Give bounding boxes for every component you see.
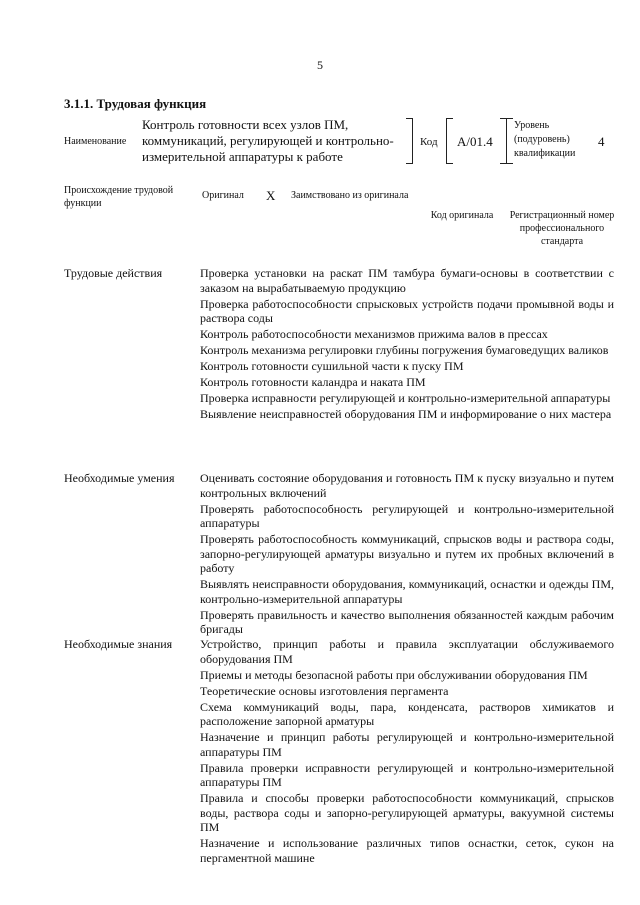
list-item: Проверять работоспособность коммуникаций, спрысков воды и раствора соды, запорно-регулирующей арматуры визуально и путем их пробных включений в работу <box>200 532 614 575</box>
list-item: Проверка установки на раскат ПМ тамбура бумаги-основы в соответствии с заказом на вырабатываемую продукцию <box>200 266 614 295</box>
code-label: Код <box>420 136 438 148</box>
list-item: Назначение и использование различных типов оснастки, сеток, сукон на пергаментной машине <box>200 836 614 865</box>
bracket-divider <box>406 118 413 164</box>
function-name: Контроль готовности всех узлов ПМ, коммуникаций, регулирующей и контрольно-измерительной аппаратуры к работе <box>142 117 394 164</box>
list-item: Теоретические основы изготовления пергамента <box>200 683 449 698</box>
page-number: 5 <box>317 58 323 72</box>
name-label: Наименование <box>64 136 127 147</box>
list-item: Назначение и принцип работы регулирующей и контрольно-измерительной аппаратуры ПМ <box>200 730 614 759</box>
list-item: Контроль работоспособности механизмов прижима валов в прессах <box>200 327 548 341</box>
list-item: Проверять правильность и качество выполнения обязанностей каждым рабочим бригады <box>200 607 614 636</box>
code-value: A/01.4 <box>457 134 493 149</box>
borrowed-label: Заимствовано из оригинала <box>291 190 409 201</box>
list-item: Правила проверки исправности регулирующей и контрольно-измерительной аппаратуры ПМ <box>200 760 614 789</box>
list-item: Устройство, принцип работы и правила эксплуатации обслуживаемого оборудования ПМ <box>200 637 614 666</box>
list-item: Проверять работоспособность регулирующей и контрольно-измерительной аппаратуры <box>200 501 614 530</box>
list-item: Выявление неисправностей оборудования ПМ и информирование о них мастера <box>200 407 612 421</box>
list-item: Проверка работоспособности спрысковых устройств подачи промывной воды и раствора соды <box>200 296 614 325</box>
qualification-level-label: Уровень (подуровень) квалификации <box>514 120 576 159</box>
list-item: Проверка исправности регулирующей и контрольно-измерительной аппаратуры <box>200 391 611 405</box>
list-item: Оценивать состояние оборудования и готовность ПМ к пуску визуально и путем контрольных включений <box>200 471 614 500</box>
list-item: Контроль готовности каландра и наката ПМ <box>200 375 426 389</box>
list-item: Выявлять неисправности оборудования, коммуникаций, оснастки и одежды ПМ, контрольно-измерительной аппаратуры <box>200 577 614 606</box>
section-label-labor-actions: Трудовые действия <box>64 266 163 280</box>
section-title: 3.1.1. Трудовая функция <box>64 96 207 111</box>
bracket-divider <box>446 118 453 164</box>
list-item: Контроль готовности сушильной части к пуску ПМ <box>200 359 464 373</box>
original-label: Оригинал <box>202 190 244 201</box>
section-label-required-knowledge: Необходимые знания <box>64 637 173 651</box>
required-skills-list <box>200 471 614 638</box>
qualification-level-value: 4 <box>598 134 605 149</box>
registration-number-label: Регистрационный номер профессионального стандарта <box>509 210 615 247</box>
list-item: Схема коммуникаций воды, пара, конденсата, растворов химикатов и расположение запорной арматуры <box>200 699 614 728</box>
section-label-required-skills: Необходимые умения <box>64 471 175 485</box>
required-knowledge-list <box>200 637 614 867</box>
bracket-divider <box>506 118 513 164</box>
list-item: Правила и способы проверки работоспособности коммуникаций, спрысков воды, раствора соды и запорно-регулирующей арматуры, вакуумной системы ПМ <box>200 791 614 834</box>
labor-actions-list <box>200 266 614 423</box>
list-item: Приемы и методы безопасной работы при обслуживании оборудования ПМ <box>200 667 588 682</box>
original-code-label: Код оригинала <box>430 210 494 221</box>
origin-label: Происхождение трудовой функции <box>64 185 174 209</box>
list-item: Контроль механизма регулировки глубины погружения бумаговедущих валиков <box>200 343 609 357</box>
original-mark: X <box>266 188 276 203</box>
